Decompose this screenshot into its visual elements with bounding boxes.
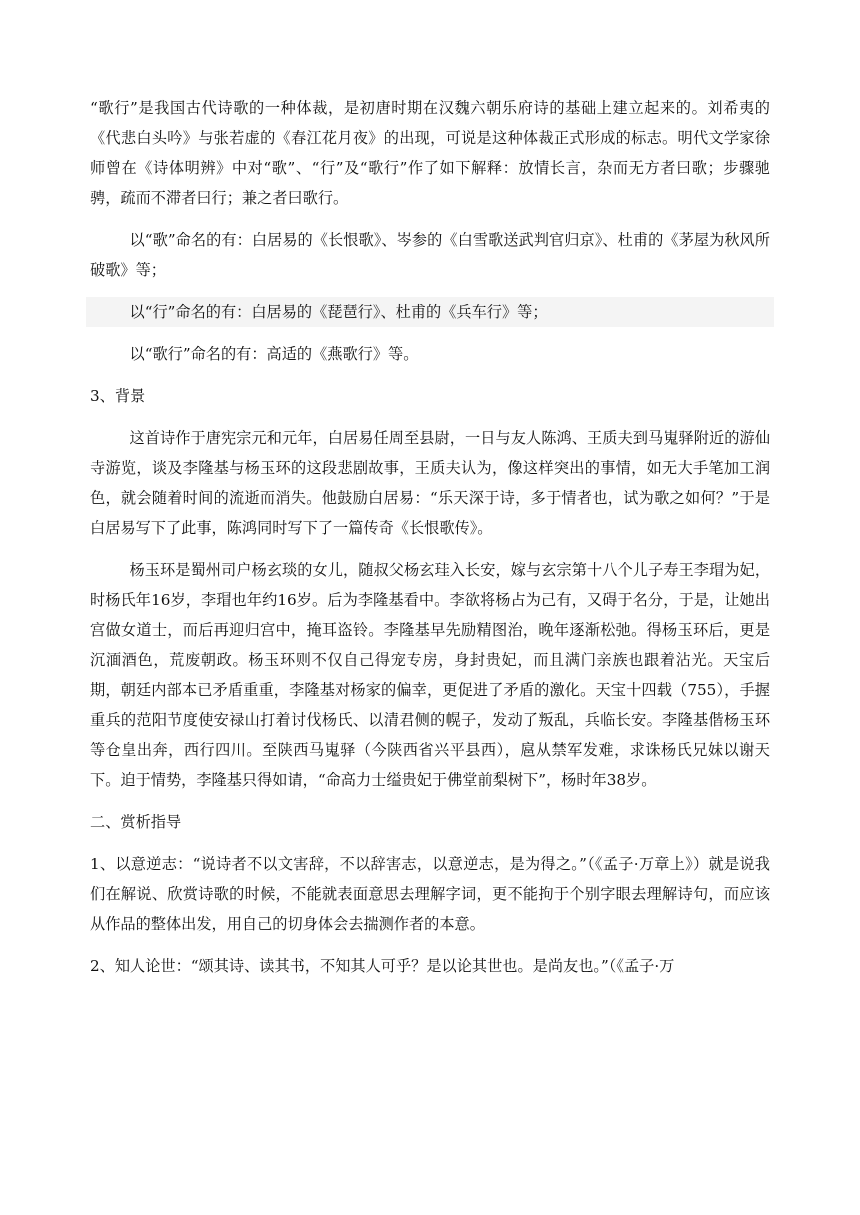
paragraph-ge-examples: 以“歌”命名的有：白居易的《长恨歌》、岑参的《白雪歌送武判官归京》、杜甫的《茅屋为秋风所破歌》等； <box>90 231 770 279</box>
paragraph-yang-yuhuan: 杨玉环是蜀州司户杨玄琰的女儿，随叔父杨玄珪入长安，嫁与玄宗第十八个儿子寿王李瑁为妃，时杨氏年16岁，李瑁也年约16岁。后为李隆基看中。李欲将杨占为己有，又碍于名分，于是，让她出宫做女道士，而后再迎归宫中，掩耳盗铃。李隆基早先励精图治，晚年逐渐松弛。得杨玉环后，更是沉湎酒色，荒废朝政。杨玉环则不仅自己得宠专房，身封贵妃，而且满门亲族也跟着沾光。天宝后期，朝廷内部本已矛盾重重，李隆基对杨家的偏幸，更促进了矛盾的激化。天宝十四载（755），手握重兵的范阳节度使安禄山打着讨伐杨氏、以清君侧的幌子，发动了叛乱，兵临长安。李隆基偕杨玉环等仓皇出奔，西行四川。至陕西马嵬驿（今陕西省兴平县西），扈从禁军发难，求诛杨氏兄妹以谢天下。迫于情势，李隆基只得如请，“命高力士缢贵妃于佛堂前梨树下”，杨时年38岁。 <box>90 561 770 789</box>
paragraph-gexing-examples: 以“歌行”命名的有：高适的《燕歌行》等。 <box>129 345 419 363</box>
paragraph-xing-examples: 以“行”命名的有：白居易的《琵琶行》、杜甫的《兵车行》等； <box>86 297 774 327</box>
section-heading-appreciation: 二、赏析指导 <box>90 813 182 831</box>
document-page <box>90 93 770 981</box>
paragraph-yiyi-nizhi: 1、以意逆志：“说诗者不以文害辞，不以辞害志，以意逆志，是为得之。”（《孟子·万章上》）就是说我们在解说、欣赏诗歌的时候，不能就表面意思去理解字词，更不能拘于个别字眼去理解诗句，而应该从作品的整体出发，用自己的切身体会去揣测作者的本意。 <box>90 855 770 933</box>
paragraph-background-story: 这首诗作于唐宪宗元和元年，白居易任周至县尉，一日与友人陈鸿、王质夫到马嵬驿附近的游仙寺游览，谈及李隆基与杨玉环的这段悲剧故事，王质夫认为，像这样突出的事情，如无大手笔加工润色，就会随着时间的流逝而消失。他鼓励白居易：“乐天深于诗，多于情者也，试为歌之如何？”于是白居易写下了此事，陈鸿同时写下了一篇传奇《长恨歌传》。 <box>90 429 770 537</box>
paragraph-zhiren-lunshi: 2、知人论世：“颂其诗、读其书，不知其人可乎？是以论其世也。是尚友也。”（《孟子·万 <box>90 957 675 975</box>
paragraph-gexing-definition: “歌行”是我国古代诗歌的一种体裁，是初唐时期在汉魏六朝乐府诗的基础上建立起来的。刘希夷的《代悲白头吟》与张若虚的《春江花月夜》的出现，可说是这种体裁正式形成的标志。明代文学家徐师曾在《诗体明辨》中对“歌”、“行”及“歌行”作了如下解释：放情长言，杂而无方者曰歌；步骤驰骋，疏而不滞者曰行；兼之者曰歌行。 <box>90 99 770 207</box>
section-heading-background: 3、背景 <box>90 387 146 405</box>
